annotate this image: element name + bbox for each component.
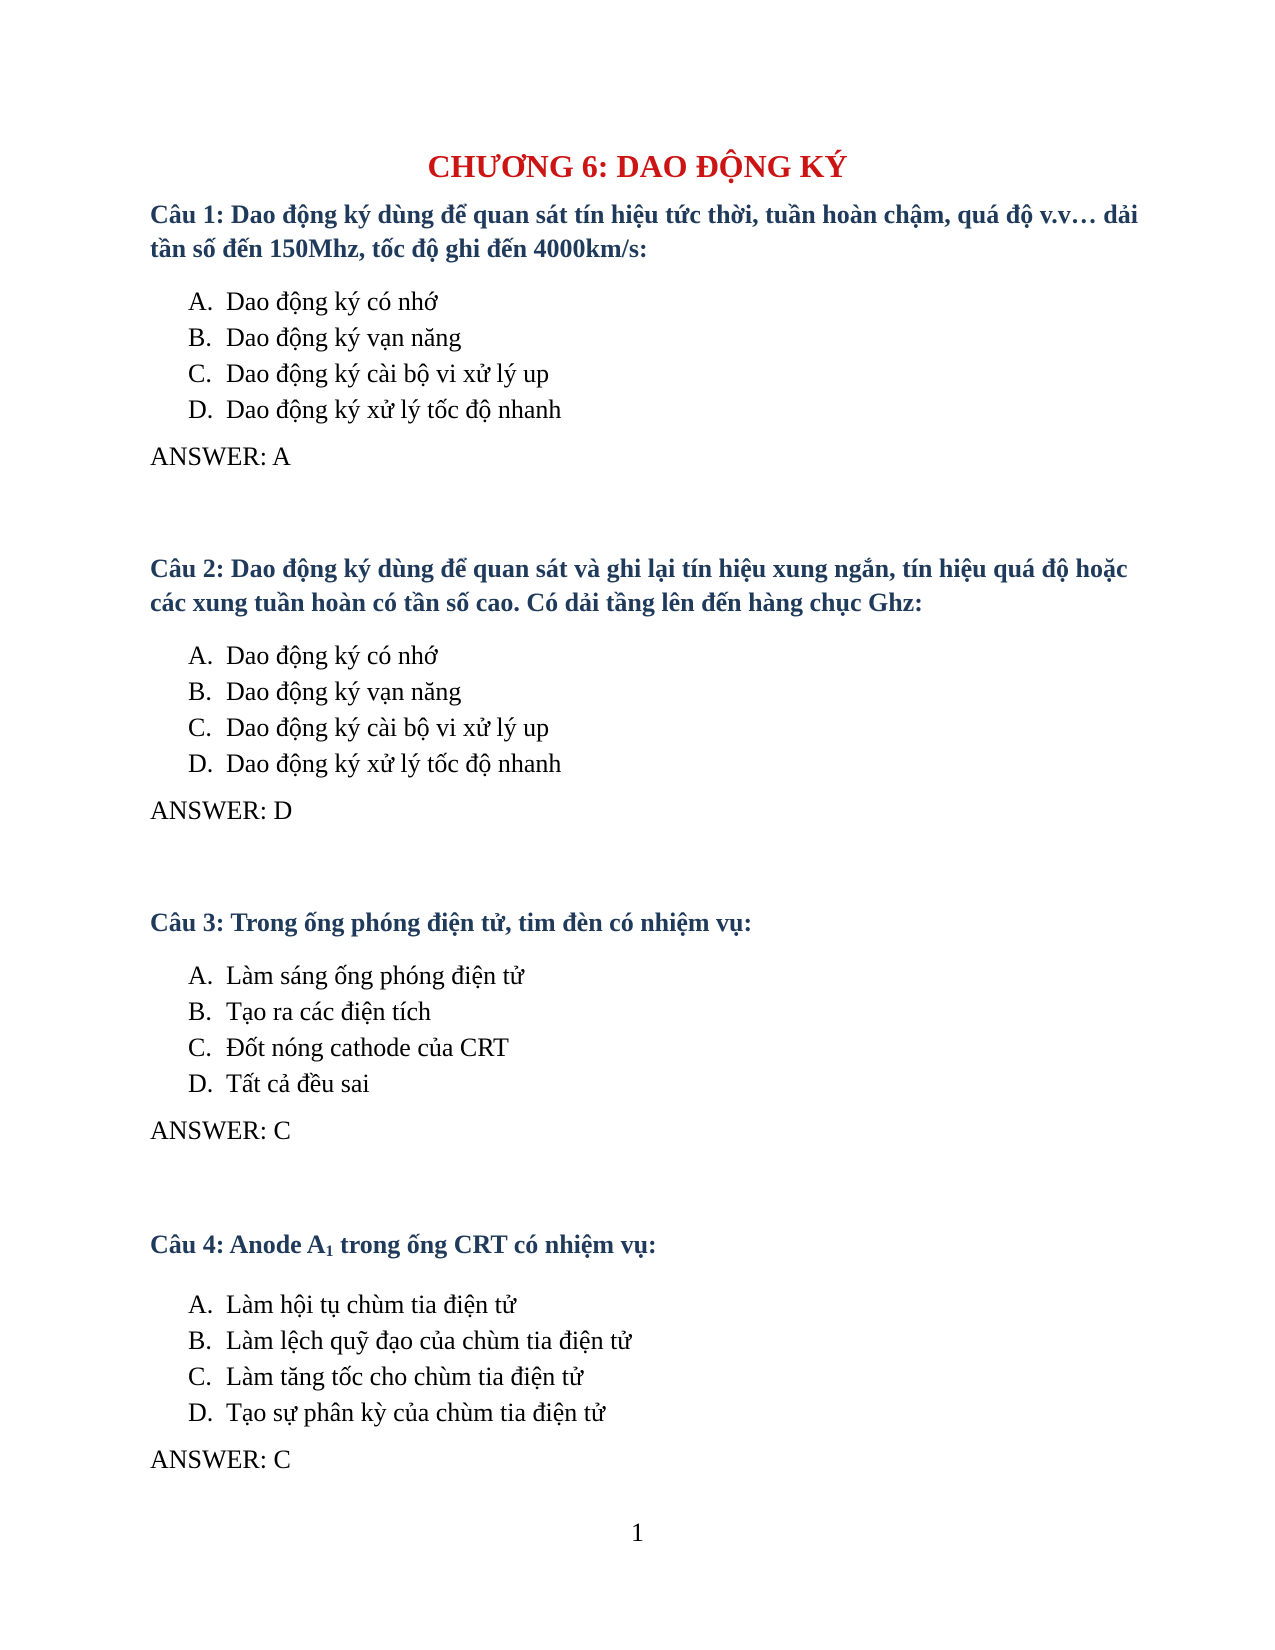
option-letter: B. (188, 677, 212, 706)
option-letter: A. (188, 287, 214, 316)
option-letter: C. (188, 1033, 212, 1062)
options-list (150, 958, 1140, 1102)
option-text: Dao động ký có nhớ (226, 641, 438, 670)
option-letter: B. (188, 997, 212, 1026)
question-text: Câu 1: Dao động ký dùng để quan sát tín hiệu tức thời, tuần hoàn chậm, quá độ v.v… dải tần số đến 150Mhz, tốc độ ghi đến 4000km/s: (150, 200, 1138, 263)
question-text-prefix: Câu 4: Anode A (150, 1230, 326, 1259)
option-text: Tất cả đều sai (226, 1069, 370, 1098)
option-text: Dao động ký xử lý tốc độ nhanh (226, 395, 562, 424)
options-list (150, 1287, 1140, 1431)
question-2 (150, 552, 1140, 828)
option-a (150, 284, 1140, 320)
option-text: Dao động ký vạn năng (226, 323, 462, 352)
subscript: 1 (325, 1243, 334, 1260)
option-letter: C. (188, 1362, 212, 1391)
option-letter: C. (188, 359, 212, 388)
option-text: Làm hội tụ chùm tia điện tử (226, 1290, 516, 1319)
option-text: Dao động ký cài bộ vi xử lý up (226, 713, 550, 742)
option-text: Dao động ký xử lý tốc độ nhanh (226, 749, 562, 778)
options-list (150, 284, 1140, 428)
question-3 (150, 906, 1140, 1148)
option-text: Tạo sự phân kỳ của chùm tia điện tử (226, 1398, 606, 1427)
answer-line: ANSWER: D (150, 796, 293, 825)
question-text: Câu 3: Trong ống phóng điện tử, tim đèn có nhiệm vụ: (150, 908, 753, 937)
answer-line: ANSWER: A (150, 442, 291, 471)
option-a (150, 958, 1140, 994)
option-letter: A. (188, 961, 214, 990)
option-text: Làm sáng ống phóng điện tử (226, 961, 524, 990)
option-d (150, 392, 1140, 428)
option-text: Đốt nóng cathode của CRT (226, 1033, 509, 1062)
option-text: Làm lệch quỹ đạo của chùm tia điện tử (226, 1326, 632, 1355)
question-text-suffix: trong ống CRT có nhiệm vụ: (333, 1230, 657, 1259)
option-letter: D. (188, 1069, 214, 1098)
option-d (150, 1066, 1140, 1102)
option-d (150, 1395, 1140, 1431)
answer-line: ANSWER: C (150, 1116, 291, 1145)
option-letter: D. (188, 395, 214, 424)
option-letter: B. (188, 1326, 212, 1355)
option-b (150, 994, 1140, 1030)
option-b (150, 674, 1140, 710)
option-letter: A. (188, 1290, 214, 1319)
answer-line: ANSWER: C (150, 1445, 291, 1474)
option-text: Dao động ký có nhớ (226, 287, 438, 316)
option-text: Làm tăng tốc cho chùm tia điện tử (226, 1362, 584, 1391)
option-text: Dao động ký cài bộ vi xử lý up (226, 359, 550, 388)
question-text: Câu 2: Dao động ký dùng để quan sát và ghi lại tín hiệu xung ngắn, tín hiệu quá độ hoặc các xung tuần hoàn có tần số cao. Có dải tầng lên đến hàng chục Ghz: (150, 554, 1128, 617)
option-a (150, 638, 1140, 674)
options-list (150, 638, 1140, 782)
option-letter: D. (188, 749, 214, 778)
option-letter: D. (188, 1398, 214, 1427)
question-1 (150, 198, 1140, 474)
chapter-title: CHƯƠNG 6: DAO ĐỘNG KÝ (427, 148, 848, 184)
question-text (150, 1228, 1140, 1269)
option-c (150, 710, 1140, 746)
option-text: Dao động ký vạn năng (226, 677, 462, 706)
option-letter: C. (188, 713, 212, 742)
option-d (150, 746, 1140, 782)
question-4 (150, 1228, 1140, 1477)
option-a (150, 1287, 1140, 1323)
option-c (150, 1359, 1140, 1395)
option-c (150, 356, 1140, 392)
option-letter: A. (188, 641, 214, 670)
option-text: Tạo ra các điện tích (226, 997, 431, 1026)
option-c (150, 1030, 1140, 1066)
option-b (150, 320, 1140, 356)
page-number: 1 (631, 1518, 644, 1547)
option-b (150, 1323, 1140, 1359)
option-letter: B. (188, 323, 212, 352)
